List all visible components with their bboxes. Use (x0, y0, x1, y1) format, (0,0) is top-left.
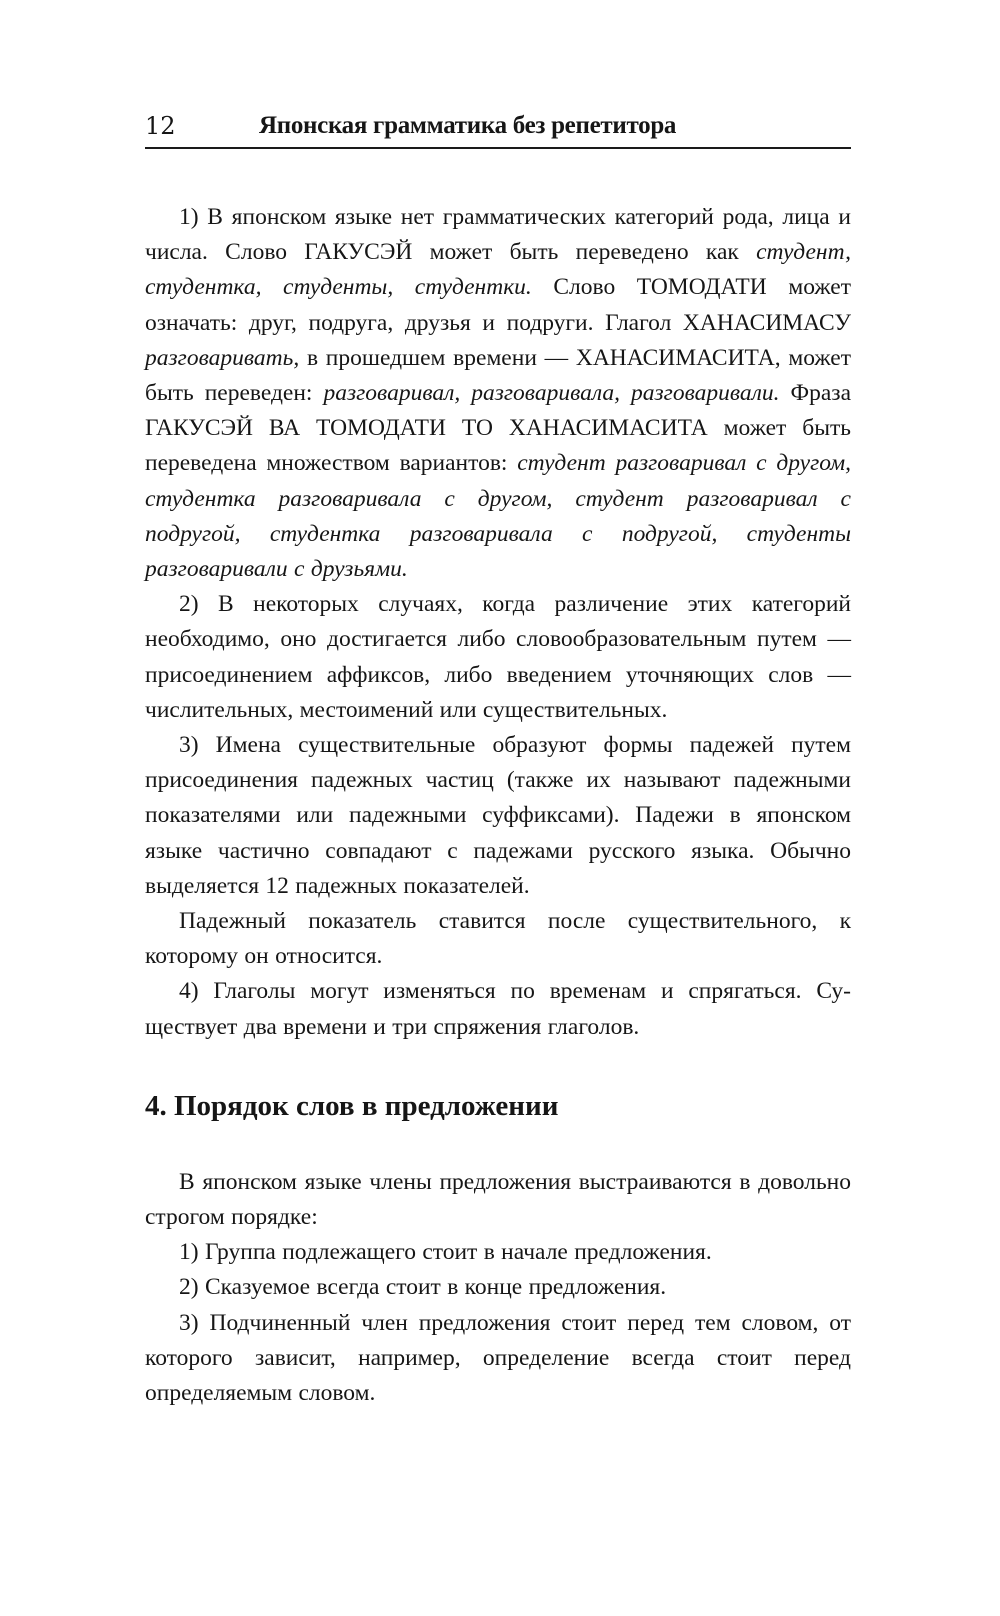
paragraph-affixes: 2) В некоторых случаях, когда различение этих категорий необходимо, оно достигается либо словообразовательным путем — присоединением аффиксов, либо введением уточняющих слов — числительных, местоимений или существительных. (145, 591, 851, 723)
paragraph-subject: 1) Группа подлежащего стоит в начале предложения. (179, 1239, 712, 1266)
page-number: 12 (145, 112, 176, 140)
paragraph-word-order: В японском языке члены предложения выстраиваются в довольно строгом порядке: (145, 1168, 851, 1231)
italic-run: разговаривал, разговаривала, разговаривали. (323, 380, 780, 407)
paragraph-categories (145, 200, 851, 587)
section-heading: 4. Порядок слов в предложении (145, 1089, 559, 1122)
text-run: Фраза ГАКУСЭЙ ВА ТОМОДАТИ ТО ХАНАСИМАСИТА может быть переведена множеством вариантов: (145, 380, 851, 477)
italic-run: разговаривать, (145, 344, 300, 371)
paragraph-case-marker: Падежный показатель ставится после существительного, к которому он относится. (145, 908, 851, 970)
paragraph-verbs: 4) Глаголы могут изменяться по временам и спрягаться. Существует два времени и три спряжения глаголов. (145, 978, 851, 1040)
running-title: Японская грамматика без репетитора (259, 112, 677, 139)
body-text (145, 200, 851, 1411)
text-run: в прошедшем времени — ХАНАСИМАСИТА, может быть переведен: (145, 344, 851, 407)
text-run: Слово ТОМОДАТИ может означать: друг, подруга, друзья и подруги. Глагол ХАНАСИМАСУ (145, 274, 851, 336)
italic-run: студент, студентка, студенты, студентки. (145, 239, 851, 301)
paragraph-modifier: 3) Подчиненный член предложения стоит перед тем словом, от которого зависит, например, определение всегда стоит перед определяемым словом. (145, 1309, 851, 1407)
text-run: 1) В японском языке нет грамматических категорий рода, лица и числа. Слово ГАКУСЭЙ может быть переведено как (145, 204, 851, 266)
paragraph-predicate: 2) Сказуемое всегда стоит в конце предложения. (179, 1274, 667, 1301)
book-page (145, 0, 851, 1616)
running-header (145, 107, 851, 149)
paragraph-cases: 3) Имена существительные образуют формы падежей путем присоединения падежных частиц (также их называют падежными показателями или падежными суффиксами). Падежи в японском языке частично совпадают с падежами русского языка. Обычно выделяется 12 падежных показателей. (145, 732, 851, 899)
italic-run: студент разговаривал с другом, студентка разговаривала с другом, студент разговаривал с подругой, студентка разговаривала с подругой, студенты разговаривали с друзьями. (145, 450, 851, 583)
